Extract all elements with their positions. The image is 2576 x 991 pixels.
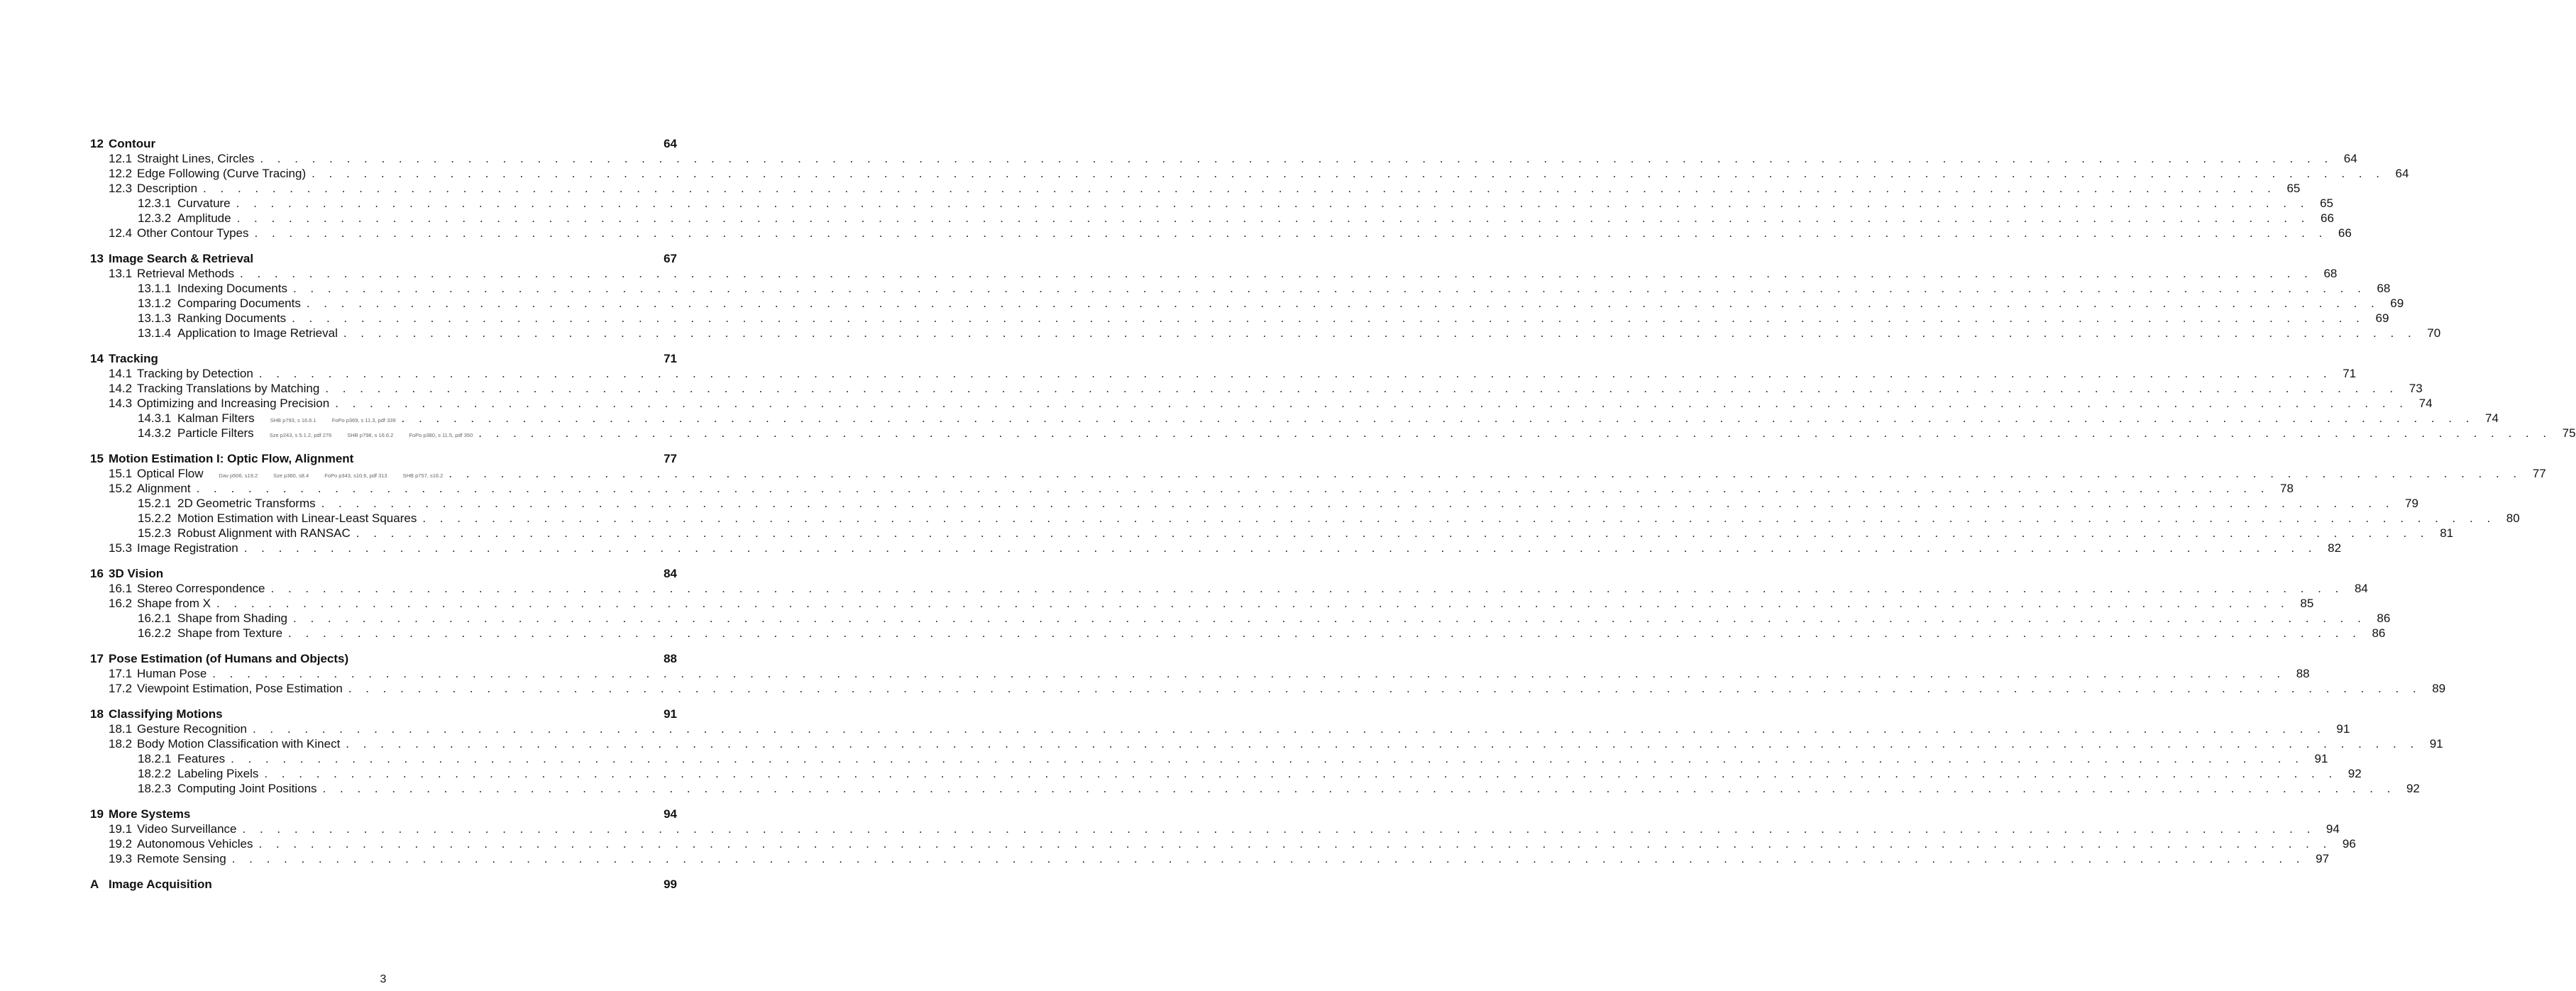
dot-leader: . . . . . . . . . . . . . . . . . . . . . . . . . . . . . . . . . . . . . . . . . . . . . . . . . . . . . . . . . . . . . . . . . . . . . . . . . . . . . . . . . . . . . . . . . . . . . . . . . . . . . . . . . . . . . . . . . . . . . . . . <box>325 382 2399 395</box>
toc-subsection[interactable] <box>90 326 2441 341</box>
section-page-number: 91 <box>2336 722 2350 736</box>
toc-section[interactable] <box>90 541 2342 555</box>
section-page-number: 74 <box>2485 411 2499 425</box>
chapter-title: 3D Vision <box>109 567 164 580</box>
section-title: Remote Sensing <box>137 852 226 865</box>
section-title: Edge Following (Curve Tracing) <box>137 167 307 180</box>
section-title: Retrieval Methods <box>137 267 235 280</box>
reference-note: SHB p793, s 16.6.1 <box>270 417 317 423</box>
toc-section[interactable] <box>90 581 2368 596</box>
reference-note: FoPo p380, s 11.5, pdf 350 <box>409 432 473 438</box>
section-number: 18.2.2 <box>138 767 172 780</box>
toc-chapter <box>90 877 677 892</box>
section-title: Computing Joint Positions <box>177 782 317 795</box>
dot-leader: . . . . . . . . . . . . . . . . . . . . . . . . . . . . . . . . . . . . . . . . . . . . . . . . . . . . . . . . . . . . . . . . . . . . . . . . . . . . . . . . . . . . . . . . . . . . . . . . . . . . . . . . . . . . . . . . . . . . . . . . <box>270 582 2344 595</box>
dot-leader: . . . . . . . . . . . . . . . . . . . . . . . . . . . . . . . . . . . . . . . . . . . . . . . . . . . . . . . . . . . . . . . . . . . . . . . . . . . . . . . . . . . . . . . . . . . . . . . . . . . . . . . . . . . . . . . . . . . . . . . . <box>231 852 2306 865</box>
dot-leader: . . . . . . . . . . . . . . . . . . . . . . . . . . . . . . . . . . . . . . . . . . . . . . . . . . . . . . . . . . . . . . . . . . . . . . . . . . . . . . . . . . . . . . . . . . . . . . . . . . . . . . . . . . . . . . . . . . . . . . . . <box>292 311 2365 325</box>
toc-subsection[interactable] <box>90 766 2362 781</box>
section-page-number: 79 <box>2405 497 2418 510</box>
section-title: Labeling Pixels <box>177 767 259 780</box>
section-title: 2D Geometric Transforms <box>177 497 316 510</box>
section-title: Tracking by Detection <box>137 367 253 380</box>
chapter-heading[interactable] <box>90 136 677 151</box>
section-number: 14.2 <box>109 382 133 395</box>
toc-section[interactable] <box>90 596 2314 611</box>
section-title: Autonomous Vehicles <box>137 837 253 851</box>
toc-chapter <box>90 707 2443 796</box>
section-number: 12.3.2 <box>138 211 172 225</box>
toc-chapter <box>90 807 2356 866</box>
section-title: Shape from Shading <box>177 611 287 625</box>
dot-leader: . . . . . . . . . . . . . . . . . . . . . . . . . . . . . . . . . . . . . . . . . . . . . . . . . . . . . . . . . . . . . . . . . . . . . . . . . . . . . . . . . . . . . . . . . . . . . . . . . . . . . . . . . . . . . . . . . . . . . . . . <box>292 282 2367 295</box>
chapter-heading[interactable] <box>90 807 677 821</box>
toc-section[interactable] <box>90 821 2340 836</box>
chapter-title: Image Search & Retrieval <box>109 252 254 265</box>
chapter-page-number: 67 <box>664 252 677 265</box>
chapter-number: 17 <box>90 652 104 665</box>
chapter-title: Contour <box>109 137 156 150</box>
section-page-number: 84 <box>2354 582 2368 595</box>
section-title: Amplitude <box>177 211 231 225</box>
dot-leader: . . . . . . . . . . . . . . . . . . . . . . . . . . . . . . . . . . . . . . . . . . . . . . . . . . . . . . . . . . . . . . . . . . . . . . . . . . . . . . . . . . . . . . . . . . . . . . . . . . . . . . . . . . . . . . . . . . . . . . . . <box>293 611 2367 625</box>
toc-section[interactable] <box>90 481 2294 496</box>
toc-section[interactable] <box>90 721 2350 736</box>
section-page-number: 89 <box>2432 682 2446 695</box>
toc-section[interactable] <box>90 151 2357 166</box>
section-number: 15.1 <box>109 467 133 480</box>
dot-leader: . . . . . . . . . . . . . . . . . . . . . . . . . . . . . . . . . . . . . . . . . . . . . . . . . . . . . . . . . . . . . . . . . . . . . . . . . . . . . . . . . . . . . . . . . . . . . . . . . . . . . . . . . . . . . . . . . . . . . . . . <box>264 767 2338 780</box>
toc-subsection[interactable] <box>90 296 2404 311</box>
chapter-heading[interactable] <box>90 566 677 581</box>
dot-leader: . . . . . . . . . . . . . . . . . . . . . . . . . . . . . . . . . . . . . . . . . . . . . . . . . . . . . . . . . . . . . . . . . . . . . . . . . . . . . . . . . . . . . . . . . . . . . . . . . . . . . . . . . . . . . . . . . . . . . . . . <box>478 426 2552 440</box>
toc-subsection[interactable] <box>90 751 2328 766</box>
section-page-number: 85 <box>2300 597 2314 610</box>
dot-leader: . . . . . . . . . . . . . . . . . . . . . . . . . . . . . . . . . . . . . . . . . . . . . . . . . . . . . . . . . . . . . . . . . . . . . . . . . . . . . . . . . . . . . . . . . . . . . . . . . . . . . . . . . . . . . . . . . . . . . . . . <box>236 196 2309 210</box>
toc-section[interactable] <box>90 851 2330 866</box>
section-number: 13.1.2 <box>138 297 172 310</box>
dot-leader: . . . . . . . . . . . . . . . . . . . . . . . . . . . . . . . . . . . . . . . . . . . . . . . . . . . . . . . . . . . . . . . . . . . . . . . . . . . . . . . . . . . . . . . . . . . . . . . . . . . . . . . . . . . . . . . . . . . . . . . . <box>335 397 2409 410</box>
section-number: 16.2.1 <box>138 611 172 625</box>
section-page-number: 91 <box>2429 737 2443 751</box>
reference-note: Sze p360, s8.4 <box>273 472 309 479</box>
section-title: Image Registration <box>137 541 238 555</box>
chapter-title: Pose Estimation (of Humans and Objects) <box>109 652 349 665</box>
section-title: Ranking Documents <box>177 311 287 325</box>
toc-section[interactable] <box>90 381 2423 396</box>
toc-chapter <box>90 451 2546 555</box>
dot-leader: . . . . . . . . . . . . . . . . . . . . . . . . . . . . . . . . . . . . . . . . . . . . . . . . . . . . . . . . . . . . . . . . . . . . . . . . . . . . . . . . . . . . . . . . . . . . . . . . . . . . . . . . . . . . . . . . . . . . . . . . <box>252 722 2326 736</box>
section-number: 12.4 <box>109 226 133 240</box>
reference-note: FoPo p369, s 11.3, pdf 339 <box>331 417 396 423</box>
dot-leader: . . . . . . . . . . . . . . . . . . . . . . . . . . . . . . . . . . . . . . . . . . . . . . . . . . . . . . . . . . . . . . . . . . . . . . . . . . . . . . . . . . . . . . . . . . . . . . . . . . . . . . . . . . . . . . . . . . . . . . . . <box>203 182 2277 195</box>
section-title: Indexing Documents <box>177 282 287 295</box>
dot-leader: . . . . . . . . . . . . . . . . . . . . . . . . . . . . . . . . . . . . . . . . . . . . . . . . . . . . . . . . . . . . . . . . . . . . . . . . . . . . . . . . . . . . . . . . . . . . . . . . . . . . . . . . . . . . . . . . . . . . . . . . <box>422 511 2496 525</box>
page-number: 3 <box>380 973 387 985</box>
dot-leader: . . . . . . . . . . . . . . . . . . . . . . . . . . . . . . . . . . . . . . . . . . . . . . . . . . . . . . . . . . . . . . . . . . . . . . . . . . . . . . . . . . . . . . . . . . . . . . . . . . . . . . . . . . . . . . . . . . . . . . . . <box>306 297 2380 310</box>
dot-leader: . . . . . . . . . . . . . . . . . . . . . . . . . . . . . . . . . . . . . . . . . . . . . . . . . . . . . . . . . . . . . . . . . . . . . . . . . . . . . . . . . . . . . . . . . . . . . . . . . . . . . . . . . . . . . . . . . . . . . . . . <box>231 752 2304 765</box>
section-page-number: 65 <box>2320 196 2333 210</box>
toc-subsection[interactable] <box>90 281 2391 296</box>
chapter-number: 12 <box>90 137 104 150</box>
section-page-number: 77 <box>2532 467 2546 480</box>
toc-section[interactable] <box>90 226 2352 240</box>
dot-leader: . . . . . . . . . . . . . . . . . . . . . . . . . . . . . . . . . . . . . . . . . . . . . . . . . . . . . . . . . . . . . . . . . . . . . . . . . . . . . . . . . . . . . . . . . . . . . . . . . . . . . . . . . . . . . . . . . . . . . . . . <box>322 782 2396 795</box>
chapter-heading[interactable] <box>90 707 677 721</box>
section-title: Stereo Correspondence <box>137 582 265 595</box>
dot-leader: . . . . . . . . . . . . . . . . . . . . . . . . . . . . . . . . . . . . . . . . . . . . . . . . . . . . . . . . . . . . . . . . . . . . . . . . . . . . . . . . . . . . . . . . . . . . . . . . . . . . . . . . . . . . . . . . . . . . . . . . <box>216 597 2290 610</box>
table-of-contents <box>90 136 2576 892</box>
section-title: Human Pose <box>137 667 207 680</box>
chapter-number: 15 <box>90 452 104 465</box>
toc-section[interactable] <box>90 181 2301 196</box>
section-title: Shape from X <box>137 597 211 610</box>
dot-leader: . . . . . . . . . . . . . . . . . . . . . . . . . . . . . . . . . . . . . . . . . . . . . . . . . . . . . . . . . . . . . . . . . . . . . . . . . . . . . . . . . . . . . . . . . . . . . . . . . . . . . . . . . . . . . . . . . . . . . . . . <box>242 822 2316 836</box>
dot-leader: . . . . . . . . . . . . . . . . . . . . . . . . . . . . . . . . . . . . . . . . . . . . . . . . . . . . . . . . . . . . . . . . . . . . . . . . . . . . . . . . . . . . . . . . . . . . . . . . . . . . . . . . . . . . . . . . . . . . . . . . <box>401 411 2475 425</box>
chapter-page-number: 91 <box>664 707 677 721</box>
section-page-number: 86 <box>2377 611 2391 625</box>
toc-subsection[interactable] <box>90 526 2454 541</box>
section-number: 13.1.4 <box>138 326 172 340</box>
dot-leader: . . . . . . . . . . . . . . . . . . . . . . . . . . . . . . . . . . . . . . . . . . . . . . . . . . . . . . . . . . . . . . . . . . . . . . . . . . . . . . . . . . . . . . . . . . . . . . . . . . . . . . . . . . . . . . . . . . . . . . . . <box>312 167 2385 180</box>
toc-section[interactable] <box>90 836 2356 851</box>
toc-subsection[interactable] <box>90 626 2386 641</box>
chapter-title: Classifying Motions <box>109 707 223 721</box>
section-page-number: 69 <box>2375 311 2389 325</box>
chapter-heading[interactable] <box>90 351 677 366</box>
dot-leader: . . . . . . . . . . . . . . . . . . . . . . . . . . . . . . . . . . . . . . . . . . . . . . . . . . . . . . . . . . . . . . . . . . . . . . . . . . . . . . . . . . . . . . . . . . . . . . . . . . . . . . . . . . . . . . . . . . . . . . . . <box>343 326 2417 340</box>
toc-section[interactable] <box>90 736 2443 751</box>
section-number: 12.3.1 <box>138 196 172 210</box>
chapter-number: A <box>90 877 99 891</box>
chapter-title: Image Acquisition <box>109 877 212 891</box>
section-page-number: 88 <box>2296 667 2310 680</box>
dot-leader: . . . . . . . . . . . . . . . . . . . . . . . . . . . . . . . . . . . . . . . . . . . . . . . . . . . . . . . . . . . . . . . . . . . . . . . . . . . . . . . . . . . . . . . . . . . . . . . . . . . . . . . . . . . . . . . . . . . . . . . . <box>243 541 2318 555</box>
section-title: Motion Estimation with Linear-Least Squares <box>177 511 417 525</box>
chapter-heading[interactable] <box>90 251 677 266</box>
section-page-number: 92 <box>2406 782 2420 795</box>
section-number: 16.2 <box>109 597 133 610</box>
section-title: Description <box>137 182 198 195</box>
section-page-number: 92 <box>2347 767 2362 780</box>
section-number: 15.2 <box>109 482 133 495</box>
section-title: Application to Image Retrieval <box>177 326 338 340</box>
reference-note: FoPo p343, s10.6, pdf 313 <box>324 472 387 479</box>
section-number: 12.2 <box>109 167 133 180</box>
section-number: 19.2 <box>109 837 133 851</box>
section-page-number: 74 <box>2418 397 2433 410</box>
section-number: 18.2 <box>109 737 133 751</box>
toc-subsection[interactable] <box>90 211 2334 226</box>
section-number: 18.2.1 <box>138 752 172 765</box>
section-title: Features <box>177 752 226 765</box>
section-page-number: 69 <box>2390 297 2404 310</box>
toc-section[interactable] <box>90 681 2446 696</box>
chapter-title: Tracking <box>109 352 158 365</box>
chapter-page-number: 99 <box>664 877 677 891</box>
section-page-number: 64 <box>2343 152 2357 165</box>
section-page-number: 80 <box>2506 511 2520 525</box>
chapter-title: More Systems <box>109 807 191 821</box>
toc-section[interactable] <box>90 266 2338 281</box>
section-page-number: 81 <box>2440 526 2454 540</box>
dot-leader: . . . . . . . . . . . . . . . . . . . . . . . . . . . . . . . . . . . . . . . . . . . . . . . . . . . . . . . . . . . . . . . . . . . . . . . . . . . . . . . . . . . . . . . . . . . . . . . . . . . . . . . . . . . . . . . . . . . . . . . . <box>448 467 2522 480</box>
chapter-heading[interactable] <box>90 651 677 666</box>
section-title: Viewpoint Estimation, Pose Estimation <box>137 682 343 695</box>
chapter-heading[interactable] <box>90 877 677 892</box>
section-title: Video Surveillance <box>137 822 237 836</box>
section-title: Comparing Documents <box>177 297 301 310</box>
toc-subsection[interactable] <box>90 311 2389 326</box>
section-number: 16.1 <box>109 582 133 595</box>
section-title: Particle Filters <box>177 426 254 440</box>
reference-notes <box>255 413 396 428</box>
section-page-number: 75 <box>2562 426 2576 440</box>
toc-chapter <box>90 566 2391 641</box>
dot-leader: . . . . . . . . . . . . . . . . . . . . . . . . . . . . . . . . . . . . . . . . . . . . . . . . . . . . . . . . . . . . . . . . . . . . . . . . . . . . . . . . . . . . . . . . . . . . . . . . . . . . . . . . . . . . . . . . . . . . . . . . <box>258 837 2332 851</box>
dot-leader: . . . . . . . . . . . . . . . . . . . . . . . . . . . . . . . . . . . . . . . . . . . . . . . . . . . . . . . . . . . . . . . . . . . . . . . . . . . . . . . . . . . . . . . . . . . . . . . . . . . . . . . . . . . . . . . . . . . . . . . . <box>321 497 2394 510</box>
section-number: 12.3 <box>109 182 133 195</box>
reference-notes <box>254 428 473 443</box>
chapter-number: 16 <box>90 567 104 580</box>
section-page-number: 78 <box>2280 482 2294 495</box>
section-number: 14.3.1 <box>138 411 172 425</box>
chapter-number: 18 <box>90 707 104 721</box>
section-number: 18.1 <box>109 722 133 736</box>
section-title: Gesture Recognition <box>137 722 247 736</box>
toc-subsection[interactable] <box>90 496 2418 511</box>
chapter-heading[interactable] <box>90 451 677 466</box>
reference-note: SHB p757, s16.2 <box>402 472 444 479</box>
section-page-number: 71 <box>2343 367 2357 380</box>
chapter-page-number: 71 <box>664 352 677 365</box>
section-number: 14.3.2 <box>138 426 172 440</box>
reference-note: SHB p798, s 16.6.2 <box>347 432 394 438</box>
section-number: 15.2.3 <box>138 526 172 540</box>
section-number: 17.2 <box>109 682 133 695</box>
chapter-title: Motion Estimation I: Optic Flow, Alignment <box>109 452 354 465</box>
section-number: 14.1 <box>109 367 133 380</box>
section-title: Alignment <box>137 482 191 495</box>
section-title: Other Contour Types <box>137 226 249 240</box>
chapter-number: 19 <box>90 807 104 821</box>
section-page-number: 86 <box>2372 626 2386 640</box>
section-title: Optimizing and Increasing Precision <box>137 397 330 410</box>
section-number: 12.1 <box>109 152 133 165</box>
section-page-number: 65 <box>2286 182 2301 195</box>
dot-leader: . . . . . . . . . . . . . . . . . . . . . . . . . . . . . . . . . . . . . . . . . . . . . . . . . . . . . . . . . . . . . . . . . . . . . . . . . . . . . . . . . . . . . . . . . . . . . . . . . . . . . . . . . . . . . . . . . . . . . . . . <box>288 626 2362 640</box>
section-page-number: 70 <box>2427 326 2441 340</box>
section-title: Straight Lines, Circles <box>137 152 255 165</box>
section-title: Body Motion Classification with Kinect <box>137 737 341 751</box>
section-number: 17.1 <box>109 667 133 680</box>
dot-leader: . . . . . . . . . . . . . . . . . . . . . . . . . . . . . . . . . . . . . . . . . . . . . . . . . . . . . . . . . . . . . . . . . . . . . . . . . . . . . . . . . . . . . . . . . . . . . . . . . . . . . . . . . . . . . . . . . . . . . . . . <box>348 682 2422 695</box>
section-page-number: 68 <box>2323 267 2338 280</box>
section-page-number: 66 <box>2338 226 2352 240</box>
section-number: 19.1 <box>109 822 133 836</box>
section-number: 13.1 <box>109 267 133 280</box>
dot-leader: . . . . . . . . . . . . . . . . . . . . . . . . . . . . . . . . . . . . . . . . . . . . . . . . . . . . . . . . . . . . . . . . . . . . . . . . . . . . . . . . . . . . . . . . . . . . . . . . . . . . . . . . . . . . . . . . . . . . . . . . <box>258 367 2333 380</box>
toc-section[interactable] <box>90 396 2433 411</box>
section-number: 14.3 <box>109 397 133 410</box>
toc-section[interactable] <box>90 466 2546 481</box>
toc-section[interactable] <box>90 666 2310 681</box>
reference-note: Dav p506, s19.2 <box>219 472 258 479</box>
dot-leader: . . . . . . . . . . . . . . . . . . . . . . . . . . . . . . . . . . . . . . . . . . . . . . . . . . . . . . . . . . . . . . . . . . . . . . . . . . . . . . . . . . . . . . . . . . . . . . . . . . . . . . . . . . . . . . . . . . . . . . . . <box>254 226 2328 240</box>
chapter-page-number: 88 <box>664 652 677 665</box>
section-page-number: 64 <box>2395 167 2409 180</box>
dot-leader: . . . . . . . . . . . . . . . . . . . . . . . . . . . . . . . . . . . . . . . . . . . . . . . . . . . . . . . . . . . . . . . . . . . . . . . . . . . . . . . . . . . . . . . . . . . . . . . . . . . . . . . . . . . . . . . . . . . . . . . . <box>212 667 2286 680</box>
toc-section[interactable] <box>90 166 2409 181</box>
dot-leader: . . . . . . . . . . . . . . . . . . . . . . . . . . . . . . . . . . . . . . . . . . . . . . . . . . . . . . . . . . . . . . . . . . . . . . . . . . . . . . . . . . . . . . . . . . . . . . . . . . . . . . . . . . . . . . . . . . . . . . . . <box>260 152 2333 165</box>
dot-leader: . . . . . . . . . . . . . . . . . . . . . . . . . . . . . . . . . . . . . . . . . . . . . . . . . . . . . . . . . . . . . . . . . . . . . . . . . . . . . . . . . . . . . . . . . . . . . . . . . . . . . . . . . . . . . . . . . . . . . . . . <box>346 737 2419 751</box>
chapter-page-number: 77 <box>664 452 677 465</box>
dot-leader: . . . . . . . . . . . . . . . . . . . . . . . . . . . . . . . . . . . . . . . . . . . . . . . . . . . . . . . . . . . . . . . . . . . . . . . . . . . . . . . . . . . . . . . . . . . . . . . . . . . . . . . . . . . . . . . . . . . . . . . . <box>356 526 2430 540</box>
chapter-page-number: 94 <box>664 807 677 821</box>
section-number: 15.2.1 <box>138 497 172 510</box>
section-title: Kalman Filters <box>177 411 255 425</box>
section-number: 13.1.3 <box>138 311 172 325</box>
toc-chapter <box>90 651 2446 696</box>
section-page-number: 82 <box>2328 541 2342 555</box>
toc-subsection[interactable] <box>90 511 2520 526</box>
section-page-number: 91 <box>2314 752 2328 765</box>
section-number: 15.3 <box>109 541 133 555</box>
section-title: Curvature <box>177 196 231 210</box>
chapter-page-number: 84 <box>664 567 677 580</box>
section-page-number: 96 <box>2342 837 2356 851</box>
section-title: Optical Flow <box>137 467 204 480</box>
toc-subsection[interactable] <box>90 426 2576 441</box>
section-number: 13.1.1 <box>138 282 172 295</box>
chapter-page-number: 64 <box>664 137 677 150</box>
toc-subsection[interactable] <box>90 781 2420 796</box>
section-title: Shape from Texture <box>177 626 283 640</box>
section-page-number: 68 <box>2377 282 2391 295</box>
toc-chapter <box>90 136 2409 240</box>
section-page-number: 73 <box>2409 382 2423 395</box>
toc-subsection[interactable] <box>90 196 2333 211</box>
dot-leader: . . . . . . . . . . . . . . . . . . . . . . . . . . . . . . . . . . . . . . . . . . . . . . . . . . . . . . . . . . . . . . . . . . . . . . . . . . . . . . . . . . . . . . . . . . . . . . . . . . . . . . . . . . . . . . . . . . . . . . . . <box>240 267 2313 280</box>
toc-chapter <box>90 251 2441 341</box>
toc-chapter <box>90 351 2576 441</box>
section-title: Robust Alignment with RANSAC <box>177 526 351 540</box>
chapter-number: 14 <box>90 352 104 365</box>
section-number: 18.2.3 <box>138 782 172 795</box>
section-page-number: 66 <box>2321 211 2334 225</box>
section-number: 16.2.2 <box>138 626 172 640</box>
reference-note: Sze p243, s 5.1.2, pdf 276 <box>269 432 332 438</box>
toc-subsection[interactable] <box>90 611 2391 626</box>
dot-leader: . . . . . . . . . . . . . . . . . . . . . . . . . . . . . . . . . . . . . . . . . . . . . . . . . . . . . . . . . . . . . . . . . . . . . . . . . . . . . . . . . . . . . . . . . . . . . . . . . . . . . . . . . . . . . . . . . . . . . . . . <box>196 482 2269 495</box>
section-number: 19.3 <box>109 852 133 865</box>
toc-section[interactable] <box>90 366 2357 381</box>
section-title: Tracking Translations by Matching <box>137 382 320 395</box>
section-page-number: 97 <box>2316 852 2330 865</box>
section-page-number: 94 <box>2325 822 2340 836</box>
toc-subsection[interactable] <box>90 411 2499 426</box>
dot-leader: . . . . . . . . . . . . . . . . . . . . . . . . . . . . . . . . . . . . . . . . . . . . . . . . . . . . . . . . . . . . . . . . . . . . . . . . . . . . . . . . . . . . . . . . . . . . . . . . . . . . . . . . . . . . . . . . . . . . . . . . <box>236 211 2310 225</box>
chapter-number: 13 <box>90 252 104 265</box>
section-number: 15.2.2 <box>138 511 172 525</box>
